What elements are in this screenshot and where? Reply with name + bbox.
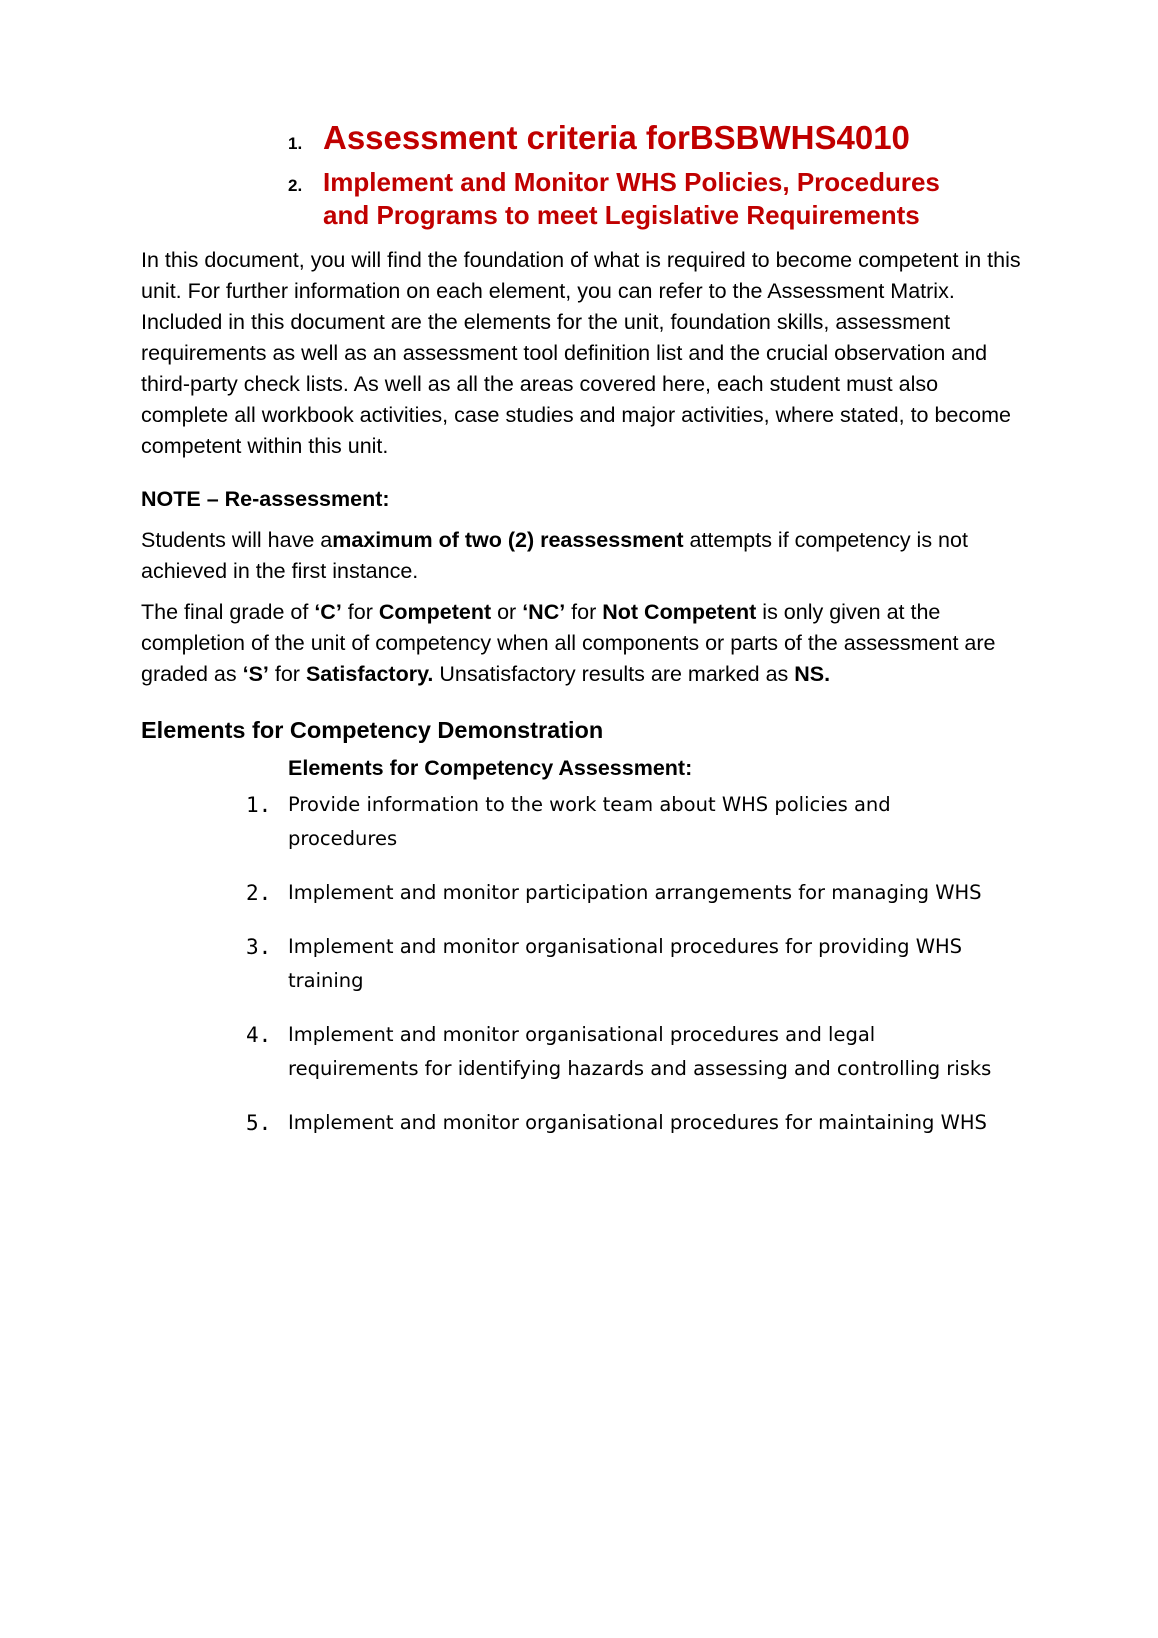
- list-item: [141, 876, 1026, 910]
- list-number: 2.: [246, 881, 272, 905]
- bold-run: Competent: [378, 600, 492, 624]
- heading-number: 1.: [288, 134, 303, 153]
- bold-run: ‘C’: [314, 600, 342, 624]
- text-run: The final grade of: [141, 600, 315, 624]
- intro-paragraph: In this document, you will find the foundation of what is required to become competent in this unit. For further information on each element, you can refer to the Assessment Matrix. Included in this document are the elements for the unit, foundation skills, assessment requirements as well as an assessment tool definition list and the crucial observation and third-party check lists. As well as all the areas covered here, each student must also complete all workbook activities, case studies and major activities, where stated, to become competent within this unit.: [141, 248, 1021, 458]
- list-item: [141, 1106, 1026, 1140]
- list-item-text: Implement and monitor organisational procedures for providing WHS training: [288, 935, 963, 992]
- document-body: [141, 245, 1026, 1160]
- list-number: 1.: [246, 793, 272, 817]
- reassessment-paragraph: [141, 525, 1026, 587]
- text-run: Students will have a: [141, 528, 333, 552]
- text-run: or: [491, 600, 523, 624]
- list-item-text: Implement and monitor organisational procedures for maintaining WHS: [288, 1111, 987, 1134]
- text-run: Unsatisfactory results are marked as: [433, 662, 795, 686]
- grading-paragraph: [141, 597, 1026, 690]
- document-title: Assessment criteria forBSBWHS4010: [323, 119, 910, 156]
- section-title: Elements for Competency Demonstration: [141, 717, 604, 743]
- list-number: 4.: [246, 1023, 272, 1047]
- list-number: 3.: [246, 935, 272, 959]
- list-item: [141, 930, 1026, 998]
- text-run: is only given at the completion of the unit of competency when all components or parts of the assessment are graded as: [141, 600, 996, 686]
- list-item-text: Provide information to the work team about WHS policies and procedures: [288, 793, 891, 850]
- heading-item-2: [288, 166, 988, 232]
- bold-run: Not Competent: [602, 600, 757, 624]
- bold-run: NS.: [794, 662, 831, 686]
- bold-run: ‘NC’: [522, 600, 566, 624]
- text-run: for: [565, 600, 603, 624]
- list-item: [141, 788, 1026, 856]
- bold-run: Satisfactory.: [305, 662, 434, 686]
- heading-number: 2.: [288, 176, 303, 195]
- list-item-text: Implement and monitor participation arrangements for managing WHS: [288, 881, 982, 904]
- bold-run: ‘S’: [242, 662, 269, 686]
- text-run: attempts if competency is not achieved in the first instance.: [141, 528, 968, 583]
- list-number: 5.: [246, 1111, 272, 1135]
- text-run: for: [341, 600, 379, 624]
- list-item-text: Implement and monitor organisational procedures and legal requirements for identifying hazards and assessing and controlling risks: [288, 1023, 992, 1080]
- elements-list: [141, 788, 1026, 1140]
- list-item: [141, 1018, 1026, 1086]
- text-run: for: [268, 662, 306, 686]
- bold-run: maximum of two (2) reassessment: [332, 528, 684, 552]
- unit-title: Implement and Monitor WHS Policies, Procedures and Programs to meet Legislative Requirements: [323, 167, 940, 230]
- heading-list: [288, 118, 988, 232]
- sub-title: Elements for Competency Assessment:: [288, 756, 693, 780]
- heading-item-1: [288, 118, 988, 158]
- note-title: NOTE – Re-assessment:: [141, 487, 390, 511]
